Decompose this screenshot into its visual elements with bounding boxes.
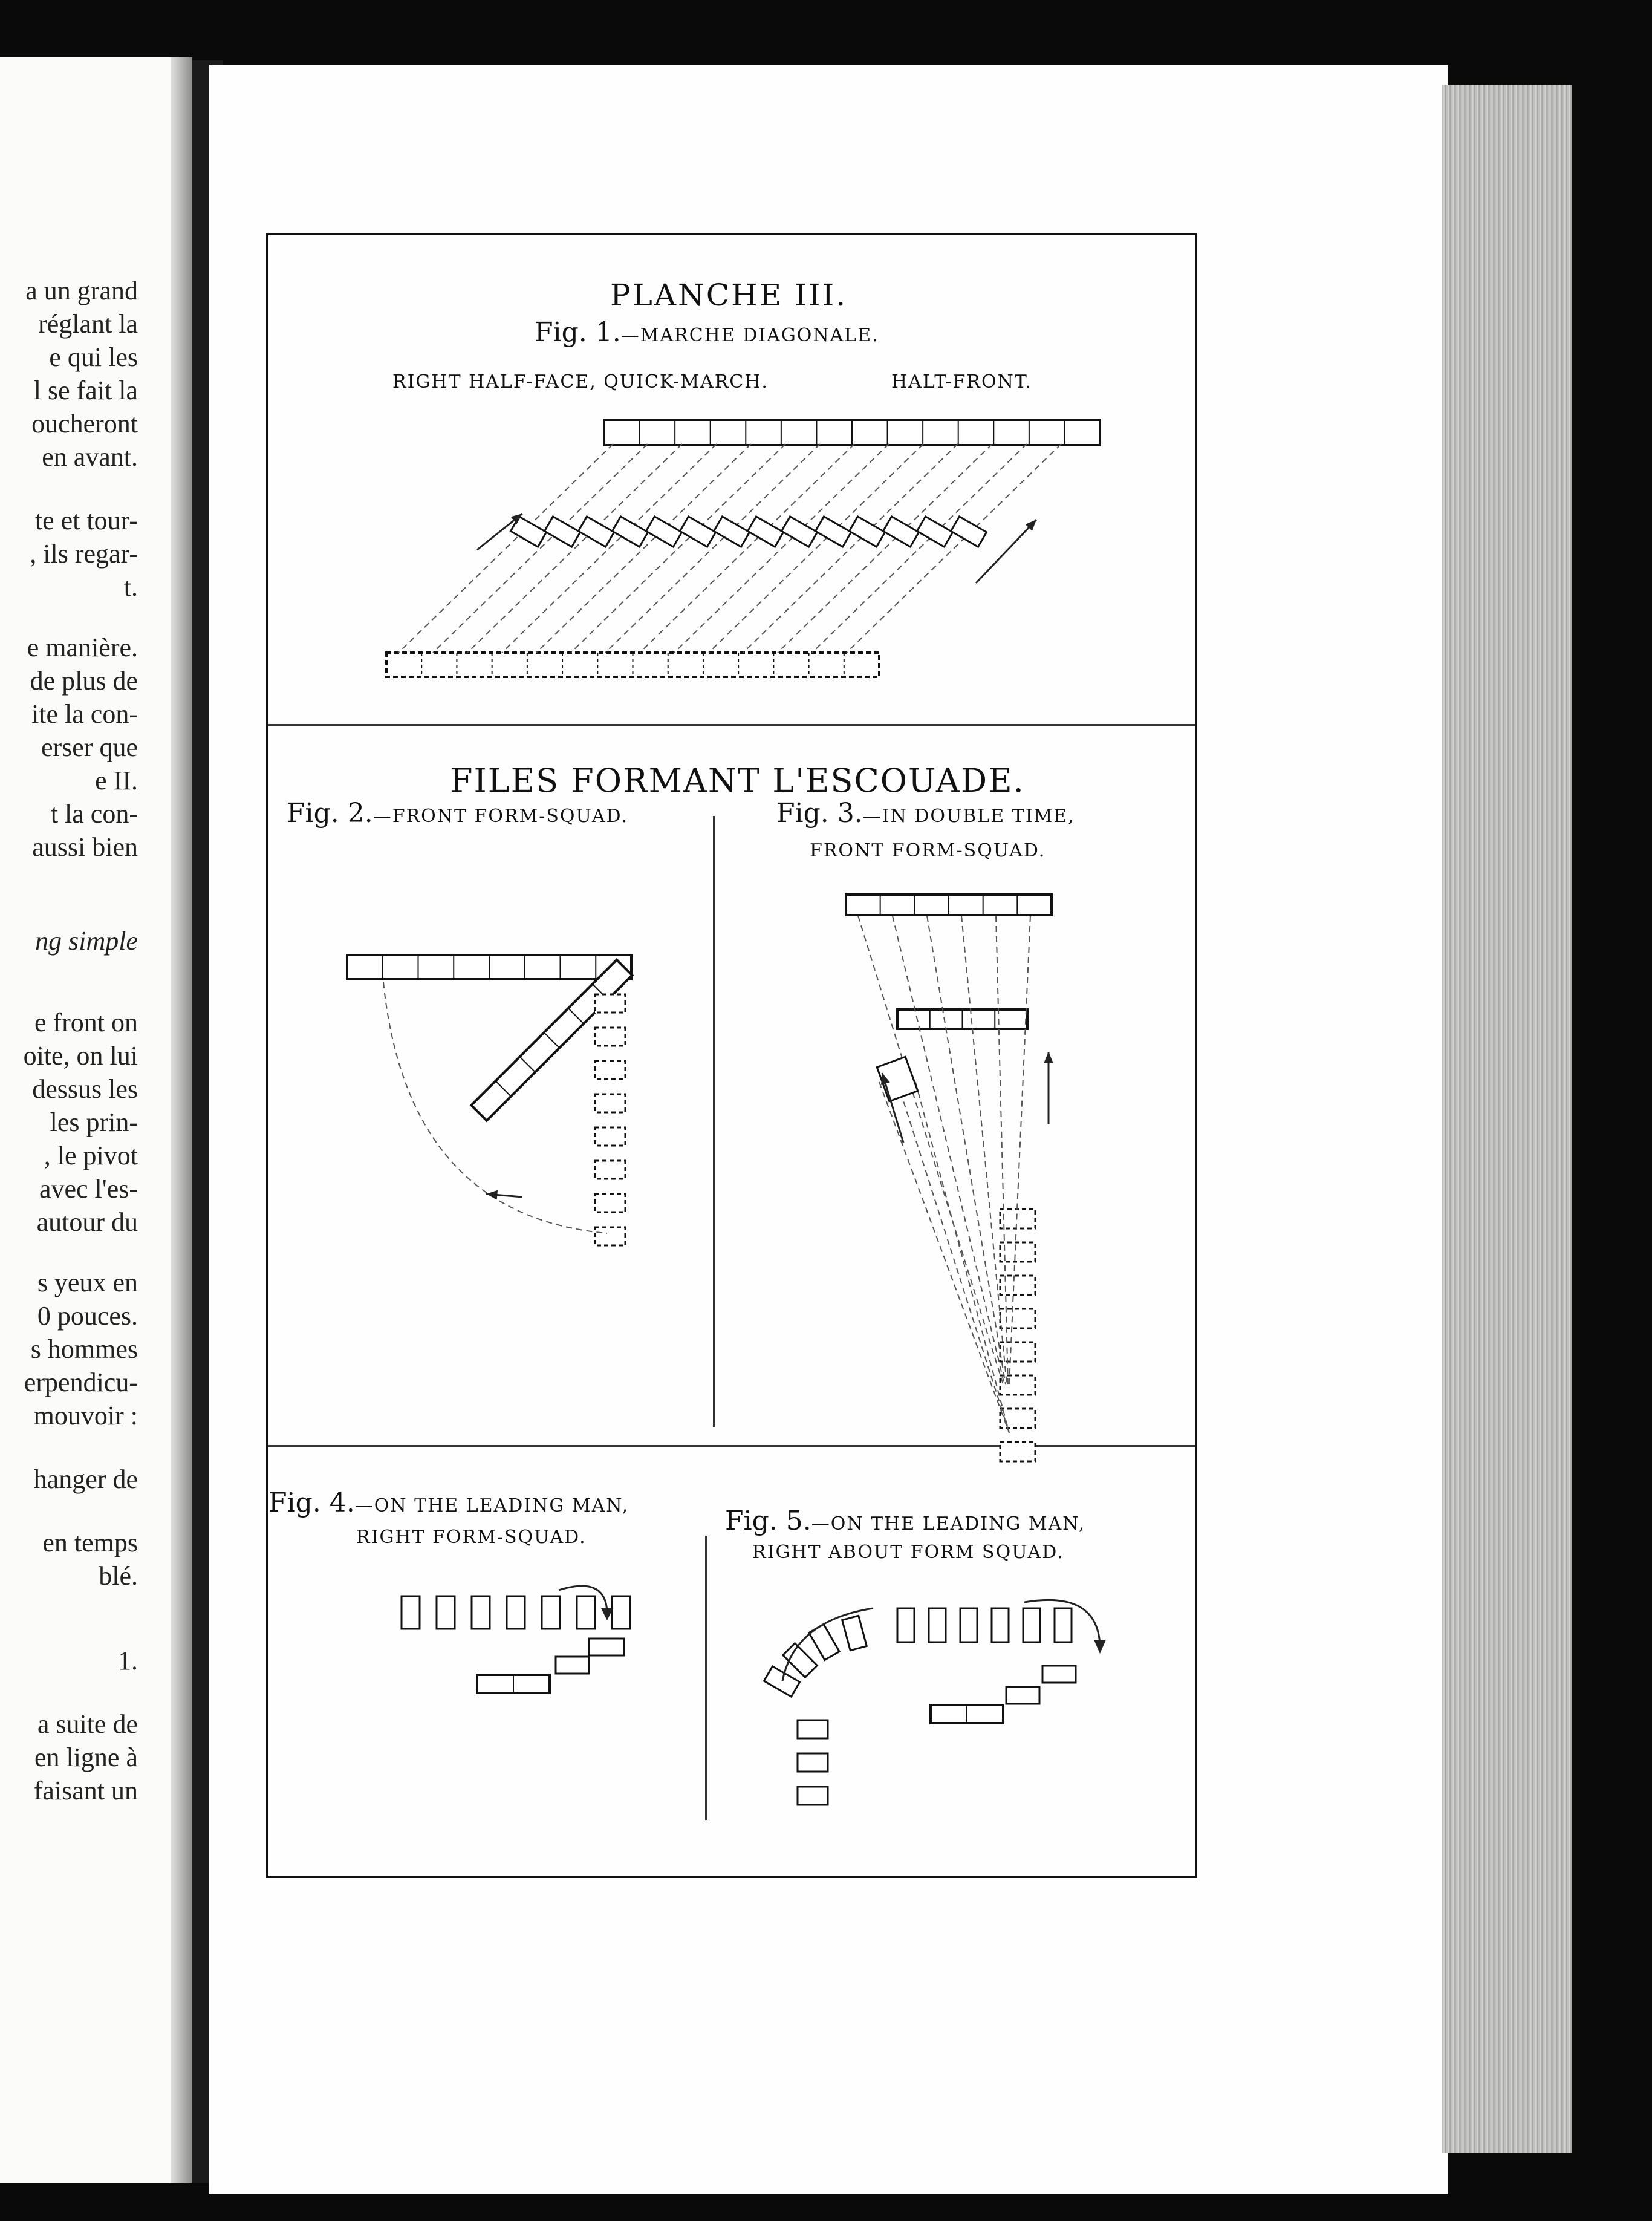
fig1-subcaption-right-text: HALT-FRONT. — [891, 371, 1032, 393]
fig2-number: Fig. 2. — [287, 798, 373, 829]
left-page-line: dessus les — [32, 1074, 138, 1104]
fig5-number: Fig. 5. — [725, 1505, 811, 1536]
left-page-line: mouvoir : — [33, 1401, 138, 1430]
fig5-diagram — [268, 235, 1195, 1868]
left-page-line: t. — [123, 572, 138, 602]
fig1-number: Fig. 1. — [535, 317, 621, 348]
fig3-title-line2: FRONT FORM-SQUAD. — [810, 840, 1046, 861]
left-page-line: erpendicu- — [24, 1368, 138, 1397]
left-page-line: en ligne à — [34, 1743, 138, 1772]
fig5-man-column — [798, 1720, 828, 1738]
left-page-line: hanger de — [33, 1464, 138, 1494]
left-page-line: l se fait la — [33, 376, 138, 405]
fig5-man — [897, 1608, 914, 1642]
left-page-line: a un grand — [25, 276, 138, 305]
fig5-title-line2: RIGHT ABOUT FORM SQUAD. — [752, 1542, 1064, 1563]
left-page-line: aussi bien — [32, 832, 138, 862]
left-page-line: s hommes — [30, 1334, 138, 1364]
fig4-number: Fig. 4. — [268, 1487, 355, 1518]
left-page-line: en temps — [42, 1528, 138, 1557]
fig3-number: Fig. 3. — [776, 798, 863, 829]
left-page-line: , le pivot — [44, 1141, 138, 1170]
left-page-line: ng simple — [35, 926, 138, 956]
fig4-title: —ON THE LEADING MAN, — [354, 1495, 629, 1516]
left-page-line: 0 pouces. — [37, 1301, 138, 1331]
left-page-line: autour du — [36, 1207, 138, 1237]
left-facing-page — [0, 57, 192, 2183]
left-page-line: les prin- — [50, 1107, 138, 1137]
left-page-line: faisant un — [33, 1776, 138, 1805]
plate-title: PLANCHE III. — [610, 278, 848, 313]
left-page-line: 1. — [118, 1646, 138, 1675]
fig1-subcaption-left-text: RIGHT HALF-FACE, QUICK-MARCH. — [392, 371, 769, 393]
left-page-line: blé. — [99, 1561, 138, 1591]
fig5-man-curved — [764, 1666, 799, 1697]
fig5-title: —ON THE LEADING MAN, — [811, 1513, 1086, 1534]
fig5-man — [960, 1608, 977, 1642]
fig3-title: —IN DOUBLE TIME, — [862, 806, 1075, 827]
left-page-line: réglant la — [38, 309, 138, 339]
left-page-line: erser que — [41, 732, 138, 762]
fig5-man-step-a — [1006, 1687, 1039, 1704]
fig5-man-curved — [783, 1643, 818, 1678]
left-page-line: ite la con- — [31, 699, 138, 729]
left-page-line: a suite de — [37, 1709, 138, 1739]
left-page-line: oucheront — [31, 409, 138, 439]
book-page-edges — [1442, 85, 1572, 2153]
left-page-line: de plus de — [30, 666, 138, 696]
fig2-title: —FRONT FORM-SQUAD. — [372, 806, 629, 827]
left-page-line: avec l'es- — [39, 1174, 138, 1204]
fig5-man — [1023, 1608, 1040, 1642]
left-page-line: e qui les — [49, 342, 138, 372]
left-page-gutter-shadow — [171, 57, 192, 2183]
fig4-title-line2: RIGHT FORM-SQUAD. — [356, 1527, 587, 1548]
fig5-man-column — [798, 1787, 828, 1805]
left-page-line: , ils regar- — [30, 539, 138, 569]
left-page-line: t la con- — [50, 799, 138, 829]
left-page-line: te et tour- — [34, 506, 138, 535]
left-page-line: e II. — [95, 766, 138, 795]
fig1-title: —MARCHE DIAGONALE. — [620, 325, 879, 346]
left-page-line: en avant. — [42, 442, 138, 472]
fig5-man-column — [798, 1753, 828, 1772]
left-page-line: e manière. — [27, 633, 138, 662]
fig5-man-step-b — [1042, 1666, 1076, 1683]
fig5-man-curved — [842, 1616, 867, 1650]
fig5-man — [929, 1608, 946, 1642]
section-title: FILES FORMANT L'ESCOUADE. — [450, 762, 1025, 800]
fig5-man — [1055, 1608, 1072, 1642]
left-page-line: e front on — [34, 1008, 138, 1037]
fig5-man — [992, 1608, 1009, 1642]
fig5-curve-arrow-head — [1094, 1640, 1106, 1654]
left-page-line: oite, on lui — [23, 1041, 138, 1071]
left-page-line: s yeux en — [37, 1268, 138, 1297]
plate-frame — [266, 233, 1197, 1878]
